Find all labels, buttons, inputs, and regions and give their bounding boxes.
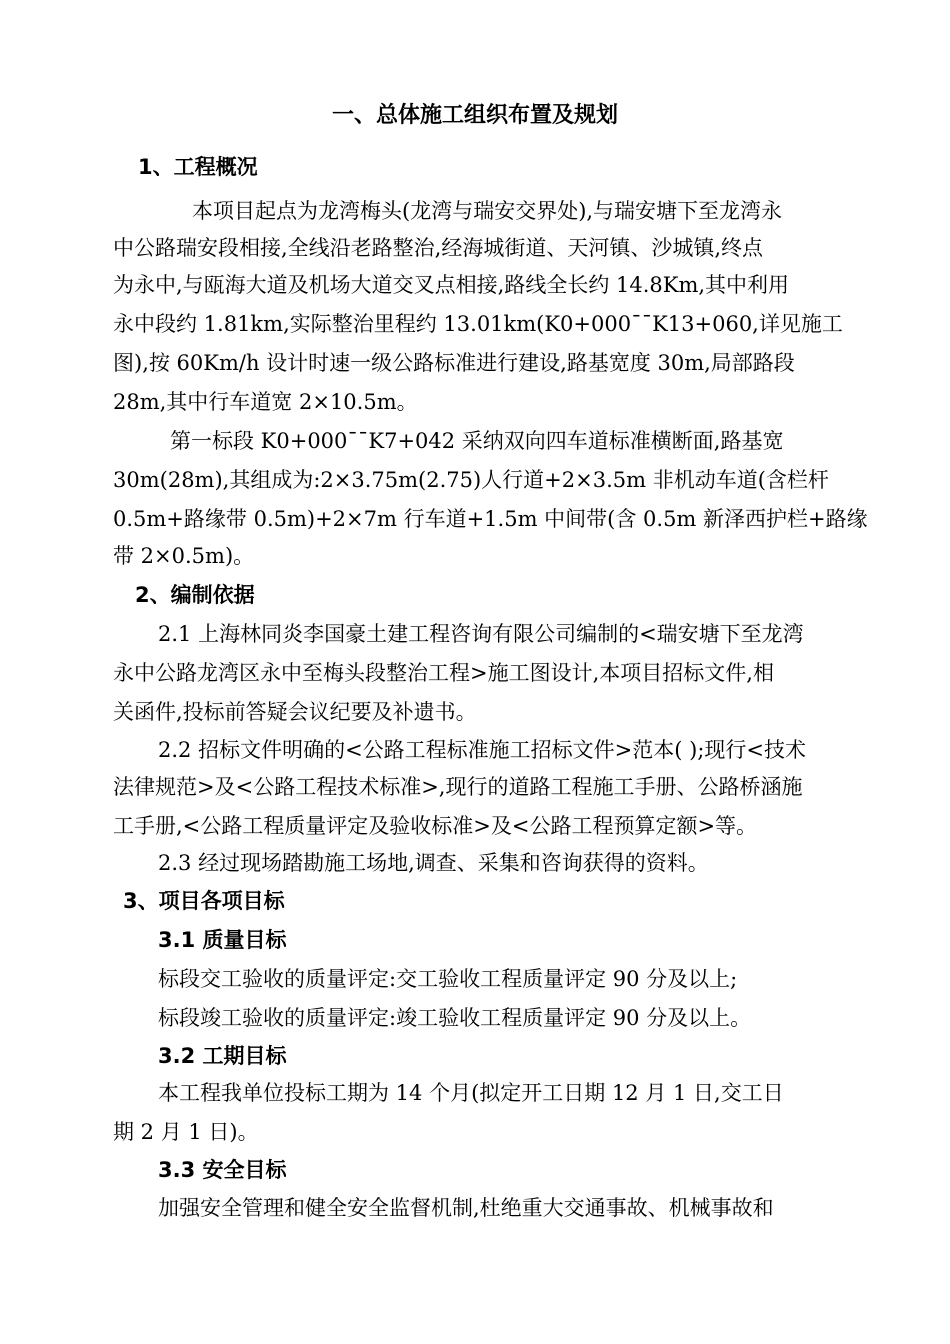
section-heading-2: 2、编制依据 xyxy=(135,583,255,607)
paragraph-line: 28m,其中行车道宽 2×10.5m。 xyxy=(113,390,418,414)
paragraph-line: 工手册,<公路工程质量评定及验收标准>及<公路工程预算定额>等。 xyxy=(113,814,758,838)
paragraph-line: 本工程我单位投标工期为 14 个月(拟定开工日期 12 月 1 日,交工日 xyxy=(158,1081,784,1105)
subsection-heading-quality: 3.1 质量目标 xyxy=(158,928,287,952)
paragraph-line: 加强安全管理和健全安全监督机制,杜绝重大交通事故、机械事故和 xyxy=(158,1196,774,1220)
paragraph-line: 图),按 60Km/h 设计时速一级公路标准进行建设,路基宽度 30m,局部路段 xyxy=(113,351,795,375)
paragraph-line: 2.3 经过现场踏勘施工场地,调查、采集和咨询获得的资料。 xyxy=(158,851,709,875)
paragraph-line: 本项目起点为龙湾梅头(龙湾与瑞安交界处),与瑞安塘下至龙湾永 xyxy=(192,199,783,223)
paragraph-line: 法律规范>及<公路工程技术标准>,现行的道路工程施工手册、公路桥涵施 xyxy=(113,775,803,799)
paragraph-line: 带 2×0.5m)。 xyxy=(113,544,255,568)
paragraph-line: 永中公路龙湾区永中至梅头段整治工程>施工图设计,本项目招标文件,相 xyxy=(113,661,774,685)
paragraph-line: 标段竣工验收的质量评定:竣工验收工程质量评定 90 分及以上。 xyxy=(158,1006,752,1030)
paragraph-line: 期 2 月 1 日)。 xyxy=(113,1120,259,1144)
section-heading-3: 3、项目各项目标 xyxy=(123,889,285,913)
paragraph-line: 2.2 招标文件明确的<公路工程标准施工招标文件>范本( );现行<技术 xyxy=(158,738,806,762)
paragraph-line: 永中段约 1.81km,实际整治里程约 13.01km(K0+000¯¯K13+060,详见施工 xyxy=(113,312,843,336)
paragraph-line: 关函件,投标前答疑会议纪要及补遗书。 xyxy=(113,700,477,724)
paragraph-line: 2.1 上海林同炎李国豪土建工程咨询有限公司编制的<瑞安塘下至龙湾 xyxy=(158,622,804,646)
document-title: 一、总体施工组织布置及规划 xyxy=(331,103,618,128)
subsection-heading-safety: 3.3 安全目标 xyxy=(158,1158,287,1182)
section-heading-1: 1、工程概况 xyxy=(138,155,258,179)
subsection-heading-schedule: 3.2 工期目标 xyxy=(158,1044,287,1068)
paragraph-line: 第一标段 K0+000¯¯K7+042 采纳双向四车道标准横断面,路基宽 xyxy=(170,429,784,453)
paragraph-line: 标段交工验收的质量评定:交工验收工程质量评定 90 分及以上; xyxy=(158,967,738,991)
paragraph-line: 30m(28m),其组成为:2×3.75m(2.75)人行道+2×3.5m 非机动车道(含栏杆 xyxy=(113,468,829,492)
paragraph-line: 0.5m+路缘带 0.5m)+2×7m 行车道+1.5m 中间带(含 0.5m 新泽西护栏+路缘 xyxy=(113,507,868,531)
paragraph-line: 为永中,与瓯海大道及机场大道交叉点相接,路线全长约 14.8Km,其中利用 xyxy=(113,273,790,297)
paragraph-line: 中公路瑞安段相接,全线沿老路整治,经海城街道、天河镇、沙城镇,终点 xyxy=(113,236,764,260)
